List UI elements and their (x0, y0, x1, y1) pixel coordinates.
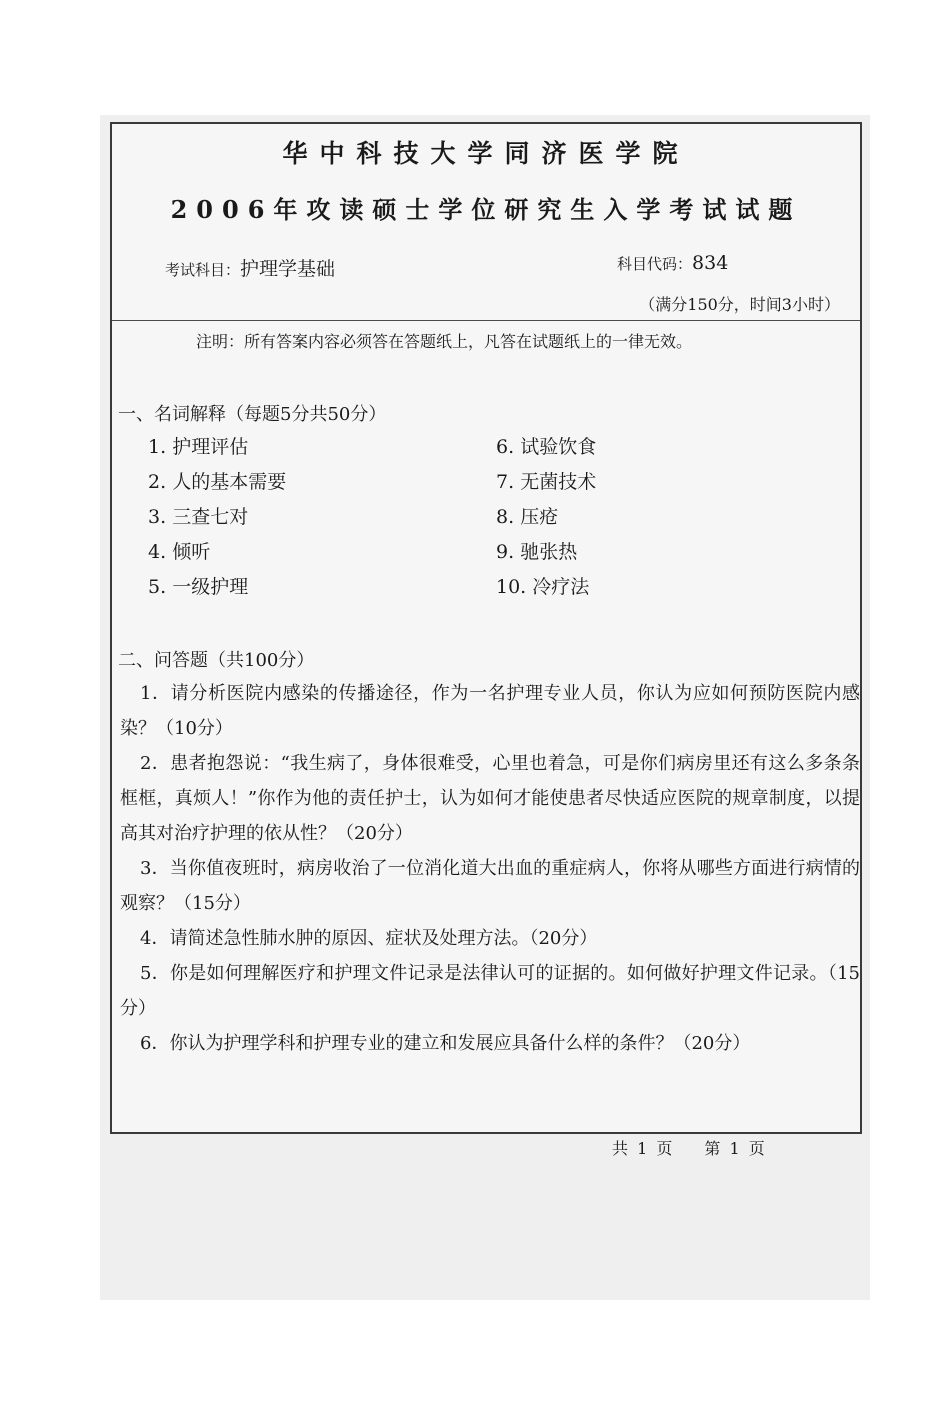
question-item: 1．请分析医院内感染的传播途径，作为一名护理专业人员，你认为应如何预防医院内感染？（10分） (120, 683, 860, 739)
term-item: 9. 驰张热 (496, 541, 578, 563)
term-item: 7. 无菌技术 (496, 471, 597, 493)
school-name: 华中科技大学同济医学院 (282, 139, 690, 168)
section-1-title: 一、名词解释（每题5分共50分） (118, 404, 387, 425)
term-list (148, 432, 848, 607)
page-number: 第 1 页 (704, 1139, 767, 1158)
score-time: （满分150分，时间3小时） (639, 295, 840, 314)
question-item: 4．请简述急性肺水肿的原因、症状及处理方法。（20分） (140, 928, 598, 949)
question-item: 2．患者抱怨说：“我生病了，身体很难受，心里也着急，可是你们病房里还有这么多条条框框，真烦人！”你作为他的责任护士，认为如何才能使患者尽快适应医院的规章制度，以提高其对治疗护理的依从性？（20分） (120, 753, 860, 844)
header-divider (112, 320, 860, 321)
code-field (617, 252, 728, 274)
subject-value: 护理学基础 (240, 258, 336, 280)
question-item: 5．你是如何理解医疗和护理文件记录是法律认可的证据的。如何做好护理文件记录。（15分） (120, 963, 860, 1019)
term-item: 5. 一级护理 (148, 576, 249, 598)
question-item: 6．你认为护理学科和护理专业的建立和发展应具备什么样的条件？（20分） (140, 1033, 751, 1054)
term-item: 2. 人的基本需要 (148, 471, 287, 493)
code-value: 834 (692, 252, 729, 274)
exam-note: 注明：所有答案内容必须答在答题纸上，凡答在试题纸上的一律无效。 (196, 332, 693, 351)
subject-label: 考试科目： (165, 261, 241, 279)
code-label: 科目代码： (617, 255, 693, 273)
term-item: 1. 护理评估 (148, 436, 249, 458)
subject-field (165, 254, 335, 281)
term-item: 10. 冷疗法 (496, 576, 590, 598)
exam-paper (110, 122, 862, 1134)
total-pages: 共 1 页 (612, 1139, 675, 1158)
question-list (120, 676, 860, 1061)
term-item: 6. 试验饮食 (496, 436, 597, 458)
term-item: 4. 倾听 (148, 541, 211, 563)
section-2-title: 二、问答题（共100分） (118, 650, 315, 671)
term-item: 3. 三查七对 (148, 506, 249, 528)
question-item: 3．当你值夜班时，病房收治了一位消化道大出血的重症病人，你将从哪些方面进行病情的观察？（15分） (120, 858, 860, 914)
exam-title: 2006年攻读硕士学位研究生入学考试试题 (170, 195, 802, 224)
page-footer (612, 1136, 767, 1159)
term-item: 8. 压疮 (496, 506, 559, 528)
